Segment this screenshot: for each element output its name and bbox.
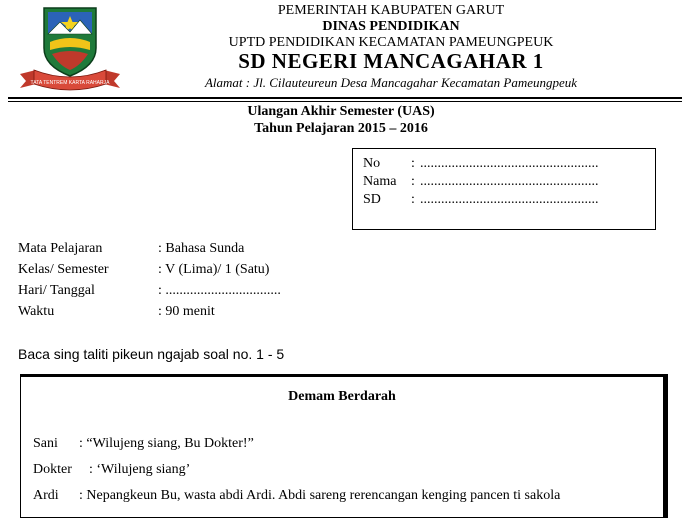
identity-fill-line: ................................................... <box>420 192 599 207</box>
info-label: Mata Pelajaran <box>18 241 103 256</box>
exam-title: Ulangan Akhir Semester (UAS) <box>247 104 435 119</box>
identity-label: No <box>363 156 381 171</box>
info-value: : ................................. <box>158 283 281 298</box>
info-value: : V (Lima)/ 1 (Satu) <box>158 262 270 277</box>
identity-fill-line: ................................................... <box>420 174 599 189</box>
logo-ribbon-text: TATA TENTREM KARTA RAHARJA <box>30 80 110 86</box>
identity-colon: : <box>411 156 415 171</box>
header-rule-thin <box>8 101 682 102</box>
header-government: PEMERINTAH KABUPATEN GARUT <box>277 3 505 18</box>
header-uptd: UPTD PENDIDIKAN KECAMATAN PAMEUNGPEUK <box>228 35 554 50</box>
dialog-text: : “Wilujeng siang, Bu Dokter!” <box>79 436 254 451</box>
dialog-speaker: Dokter <box>33 462 72 477</box>
district-logo <box>16 4 124 96</box>
identity-colon: : <box>411 192 415 207</box>
dialog-text: : Nepangkeun Bu, wasta abdi Ardi. Abdi sareng rerencangan kenging pancen ti sakola <box>79 488 561 503</box>
identity-fill-line: ................................................... <box>420 156 599 171</box>
info-label: Kelas/ Semester <box>18 262 109 277</box>
identity-label: SD <box>363 192 381 207</box>
info-value: : Bahasa Sunda <box>158 241 245 256</box>
info-label: Hari/ Tanggal <box>18 283 95 298</box>
reading-passage-box <box>20 374 668 518</box>
reading-instruction: Baca sing taliti pikeun ngajab soal no. 1 - 5 <box>18 346 285 362</box>
dialog-speaker: Sani <box>33 436 58 451</box>
school-address: Alamat : Jl. Cilauteureun Desa Mancagahar Kecamatan Pameungpeuk <box>204 75 578 90</box>
dialog-speaker: Ardi <box>33 488 59 503</box>
dialog-text: : ‘Wilujeng siang’ <box>89 462 191 477</box>
student-identity-box <box>352 148 656 230</box>
info-label: Waktu <box>18 304 55 319</box>
info-value: : 90 menit <box>158 304 215 319</box>
identity-colon: : <box>411 174 415 189</box>
exam-year: Tahun Pelajaran 2015 – 2016 <box>254 121 428 136</box>
reading-title: Demam Berdarah <box>288 389 396 404</box>
identity-label: Nama <box>363 174 397 189</box>
header-rule-thick <box>8 97 682 99</box>
school-name: SD NEGERI MANCAGAHAR 1 <box>238 49 544 73</box>
header-department: DINAS PENDIDIKAN <box>322 19 460 34</box>
